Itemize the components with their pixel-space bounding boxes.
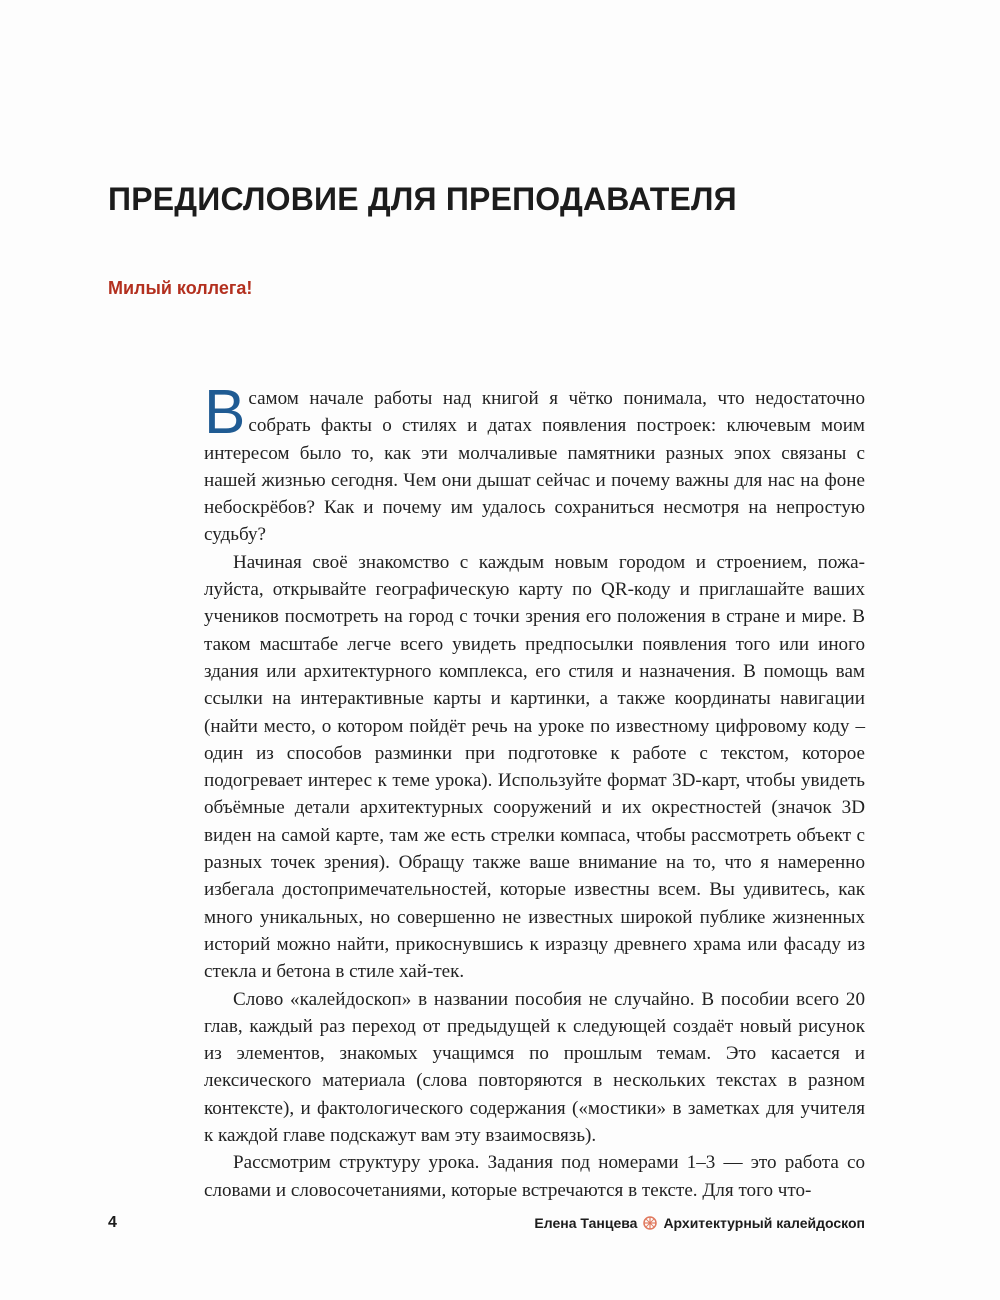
body-text: [204, 378, 865, 1204]
kaleidoscope-icon: [643, 1216, 657, 1230]
footer-book-title: Архитектурный калейдоскоп: [663, 1215, 865, 1231]
paragraph-4: Рассмотрим структуру урока. Задания под номерами 1–3 — это работа со словами и словосочетаниями, которые встречаются в тексте. Для того что-: [204, 1152, 865, 1201]
running-footer: [534, 1215, 865, 1231]
drop-cap: В: [204, 378, 246, 447]
page-title: ПРЕДИСЛОВИЕ ДЛЯ ПРЕПОДАВАТЕЛЯ: [108, 181, 737, 217]
paragraph-1-text: самом начале работы над книгой я чётко понимала, что недостаточно собрать факты о стилях и датах появления построек: ключевым моим интересом было то, как эти молчаливые памятники разных эпох связаны с нашей жизнью сегодня. Чем они дышат сейчас и почему важны для нас на фоне небоскрёбов? Как и почему им удалось сохраниться несмотря на непростую судьбу?: [204, 388, 865, 546]
paragraph-1: [204, 378, 865, 549]
greeting-heading: Милый коллега!: [108, 278, 253, 298]
paragraph-2: Начиная своё знакомство с каждым новым городом и строением, пожалуйста, открывайте географическую карту по QR-коду и приглашайте ваших учеников посмотреть на город с точки зрения его положения в стране и мире. В таком масштабе легче всего увидеть предпосылки появления того или иного здания или архитектурного комплекса, его стиля и назначения. В помощь вам ссылки на интерактивные карты и картинки, а также координаты навигации (найти место, о котором пойдёт речь на уроке по известному цифровому коду – один из способов разминки при подготовке к работе с текстом, которое подогревает интерес к теме урока). Используйте формат 3D-карт, чтобы увидеть объёмные детали архитектурных сооружений и их окрестностей (значок 3D виден на самой карте, там же есть стрелки компаса, чтобы рассмотреть объект с разных точек зрения). Обращу также ваше внимание на то, что я намеренно избегала достопримечательностей, которые известны всем. Вы удивитесь, как много уникальных, но совершенно не известных широкой публике жизненных историй можно найти, прикоснувшись к изразцу древнего храма или фасаду из стекла и бетона в стиле хай-тек.: [204, 551, 865, 983]
paragraph-3: Слово «калейдоскоп» в названии пособия не случайно. В пособии всего 20 глав, каждый раз переход от предыдущей к следующей создаёт новый рисунок из элементов, знакомых учащимся по прошлым темам. Это касается и лексического материала (слова повторяются в нескольких текстах в разном контексте), и фактологического содержания («мостики» в заметках для учителя к каждой главе подскажут вам эту взаимосвязь).: [204, 988, 865, 1147]
footer-author: Елена Танцева: [534, 1215, 638, 1231]
page-number: 4: [108, 1214, 117, 1231]
page-footer: [108, 1214, 865, 1238]
